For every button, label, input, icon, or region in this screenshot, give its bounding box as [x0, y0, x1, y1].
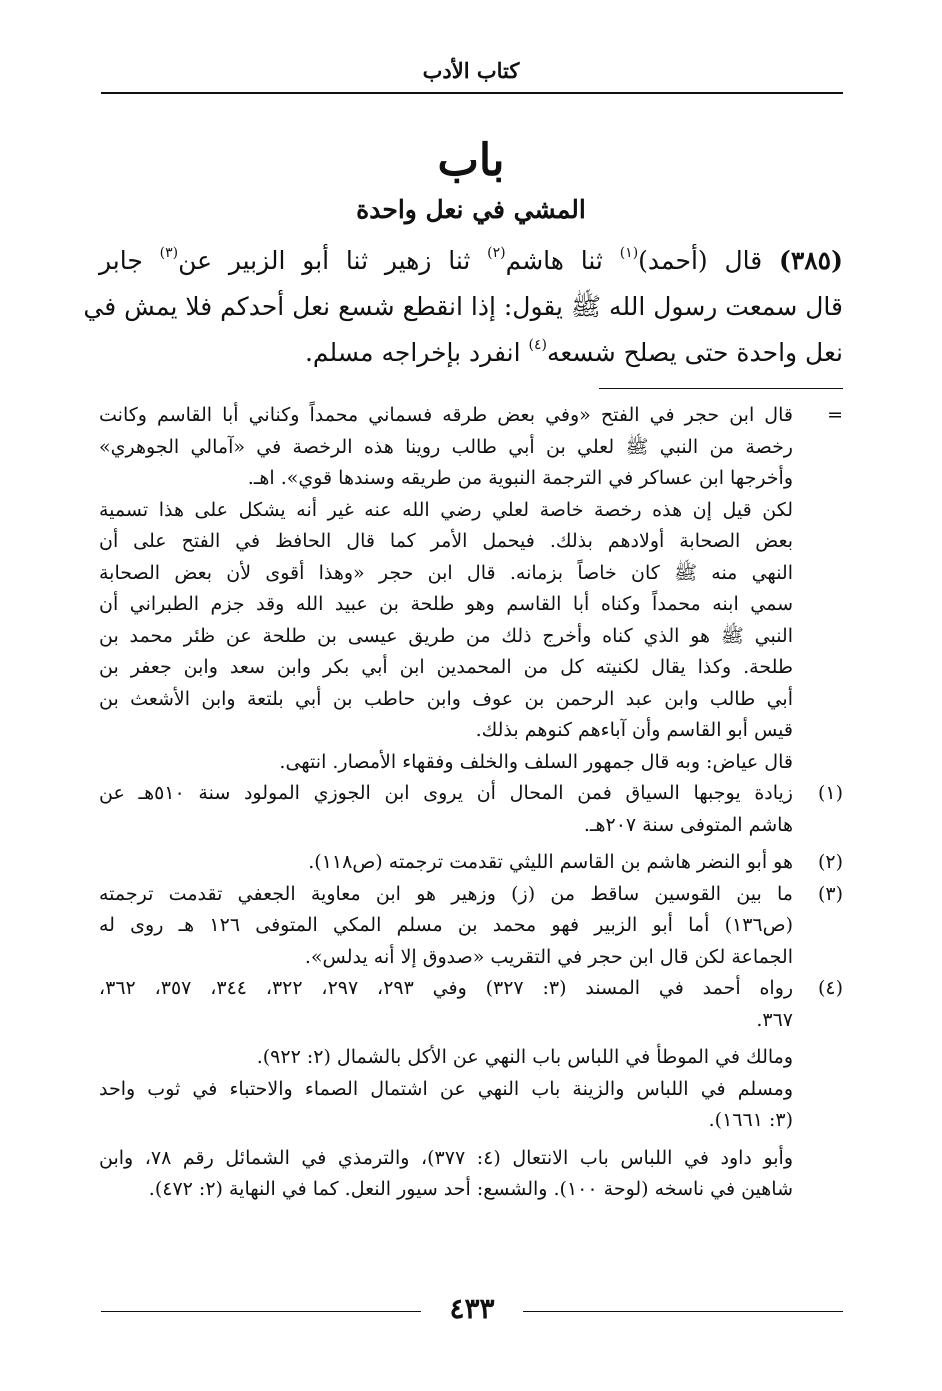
- footnote-body: [99, 879, 793, 974]
- continuation-marker: =: [827, 404, 843, 426]
- footnote-line: سمي ابنه محمداً وكناه أبا القاسم وهو طلحة بن عبيد الله وقد جزم الطبراني أن: [99, 593, 793, 615]
- footnote-line: النهي منه ﷺ كان خاصاً بزمانه. قال ابن حجر «وهذا أقوى لأن بعض الصحابة: [99, 561, 793, 584]
- footnote-line: ما بين القوسين ساقط من (ز) وزهير هو ابن معاوية الجعفي تقدمت ترجمته: [99, 882, 793, 905]
- hadith-number: (٣٨٥): [778, 246, 843, 275]
- footnote-line: طلحة. وكذا يقال لكنيته كل من المحمدين ابن أبي بكر وابن سعد وابن جعفر بن: [99, 656, 793, 678]
- footer-rule-left: [101, 1311, 421, 1312]
- footnote-4: [99, 973, 843, 1206]
- footnote-line: قال ابن حجر في الفتح «وفي بعض طرقه فسماني محمداً وكناني أبا القاسم وكانت: [99, 404, 793, 426]
- footnote-marker: (٤): [817, 977, 843, 999]
- footnote-line: النبي ﷺ هو الذي كناه وأخرج ذلك من طريق عيسى بن طلحة عن ظئر محمد بن: [99, 624, 793, 647]
- header-rule: [101, 92, 843, 94]
- hadith-line-1: [99, 238, 843, 284]
- page-footer: [101, 1290, 843, 1330]
- footnote-marker: (١): [817, 782, 843, 804]
- hadith-text-segment: جابر: [99, 246, 143, 275]
- footnote-line: قال عياض: وبه قال جمهور السلف والخلف وفقهاء الأمصار. انتهى.: [279, 750, 793, 773]
- footnote-line: ومسلم في اللباس والزينة باب النهي عن اشتمال الصماء والاحتباء في ثوب واحد: [99, 1077, 793, 1100]
- footnote-line: رواه أحمد في المسند (٣: ٣٢٧) وفي ٢٩٣، ٢٩٧، ٣٢٢، ٣٤٤، ٣٥٧، ٣٦٢،: [99, 977, 794, 999]
- footnote-separator: [599, 388, 843, 389]
- footnote-line: (ص١٣٦) أما أبو الزبير فهو محمد بن مسلم المكي المتوفى ١٢٦ هـ روى له: [99, 914, 794, 936]
- footnote-body: [99, 778, 793, 841]
- footnotes: [99, 400, 843, 1206]
- footnote-3: [99, 879, 843, 974]
- footnote-body: [99, 847, 793, 879]
- footnote-line: قيس أبو القاسم وأن آباءهم كنوهم بذلك.: [475, 719, 793, 741]
- hadith-line-3: [99, 330, 843, 376]
- footnote-line: وأخرجها ابن عساكر في الترجمة النبوية من طريقه وسندها قوي». اهـ.: [247, 467, 793, 489]
- hadith-line-2: قال سمعت رسول الله ﷺ يقول: إذا انقطع شسع نعل أحدكم فلا يمش في: [83, 292, 843, 321]
- hadith-text-segment: انفرد بإخراجه مسلم.: [304, 338, 521, 367]
- footnote-line: شاهين في ناسخه (لوحة ١٠٠). والشسع: أحد سيور النعل. كما في النهاية (٢: ٤٧٢).: [148, 1178, 793, 1200]
- footnote-marker: (٢): [817, 851, 843, 873]
- footnote-body: [99, 973, 793, 1206]
- footnote-ref-2: (٢): [487, 245, 506, 261]
- footer-rule-right: [523, 1311, 843, 1312]
- footnote-1: [99, 778, 843, 841]
- footnote-line: هو أبو النضر هاشم بن القاسم الليثي تقدمت ترجمته (ص١١٨).: [308, 851, 793, 873]
- hadith-text-segment: ثنا هاشم: [505, 246, 603, 275]
- footnote-ref-3: (٣): [159, 245, 179, 261]
- footnote-line: أبي طالب وابن عبد الرحمن بن عوف وابن حاطب بن أبي بلتعة وابن الأشعث بن: [99, 687, 793, 710]
- hadith-text-segment: قال (أحمد): [638, 246, 763, 275]
- hadith-text: [83, 238, 843, 376]
- footnote-line: ومالك في الموطأ في اللباس باب النهي عن الأكل بالشمال (٢: ٩٢٢).: [256, 1046, 793, 1068]
- footnote-line: الجماعة لكن قال ابن حجر في التقريب «صدوق إلا أنه يدلس».: [304, 945, 793, 968]
- footnote-line: بعض الصحابة أولادهم بذلك. فيحمل الأمر كما قال الحافظ في الفتح على أن: [99, 530, 793, 552]
- running-header: كتاب الأدب: [422, 58, 520, 83]
- footnote-line: هاشم المتوفى سنة ٢٠٧هـ.: [583, 813, 793, 836]
- footnote-marker: (٣): [817, 882, 843, 905]
- footnote-ref-4: (٤): [528, 337, 547, 353]
- chapter-title: باب: [437, 135, 505, 186]
- footnote-line: (٣: ١٦٦١).: [708, 1109, 793, 1131]
- page-number: ٤٣٣: [449, 1292, 495, 1325]
- hadith-text-segment: نعل واحدة حتى يصلح شسعه: [546, 338, 843, 367]
- footnote-line: وأبو داود في اللباس باب الانتعال (٤: ٣٧٧)، والترمذي في الشمائل رقم ٧٨، وابن: [99, 1146, 793, 1169]
- chapter-subtitle: المشي في نعل واحدة: [356, 195, 586, 224]
- footnote-2: [99, 847, 843, 879]
- footnote-line: ٣٦٧.: [756, 1008, 793, 1031]
- continuation-body: [99, 400, 793, 778]
- hadith-text-segment: ثنا زهير ثنا أبو الزبير عن: [178, 246, 471, 275]
- footnote-line: رخصة من النبي ﷺ لعلي بن أبي طالب روينا هذه الرخصة في «آمالي الجوهري»: [99, 435, 793, 458]
- footnote-ref-1: (١): [619, 245, 639, 261]
- footnote-line: لكن قيل إن هذه رخصة خاصة لعلي رضي الله عنه غير أنه يشكل على هذا تسمية: [99, 498, 793, 521]
- footnote-line: زيادة يوجبها السياق فمن المحال أن يروى ابن الجوزي المولود سنة ٥١٠هـ عن: [99, 782, 793, 804]
- footnote-continuation: [99, 400, 843, 778]
